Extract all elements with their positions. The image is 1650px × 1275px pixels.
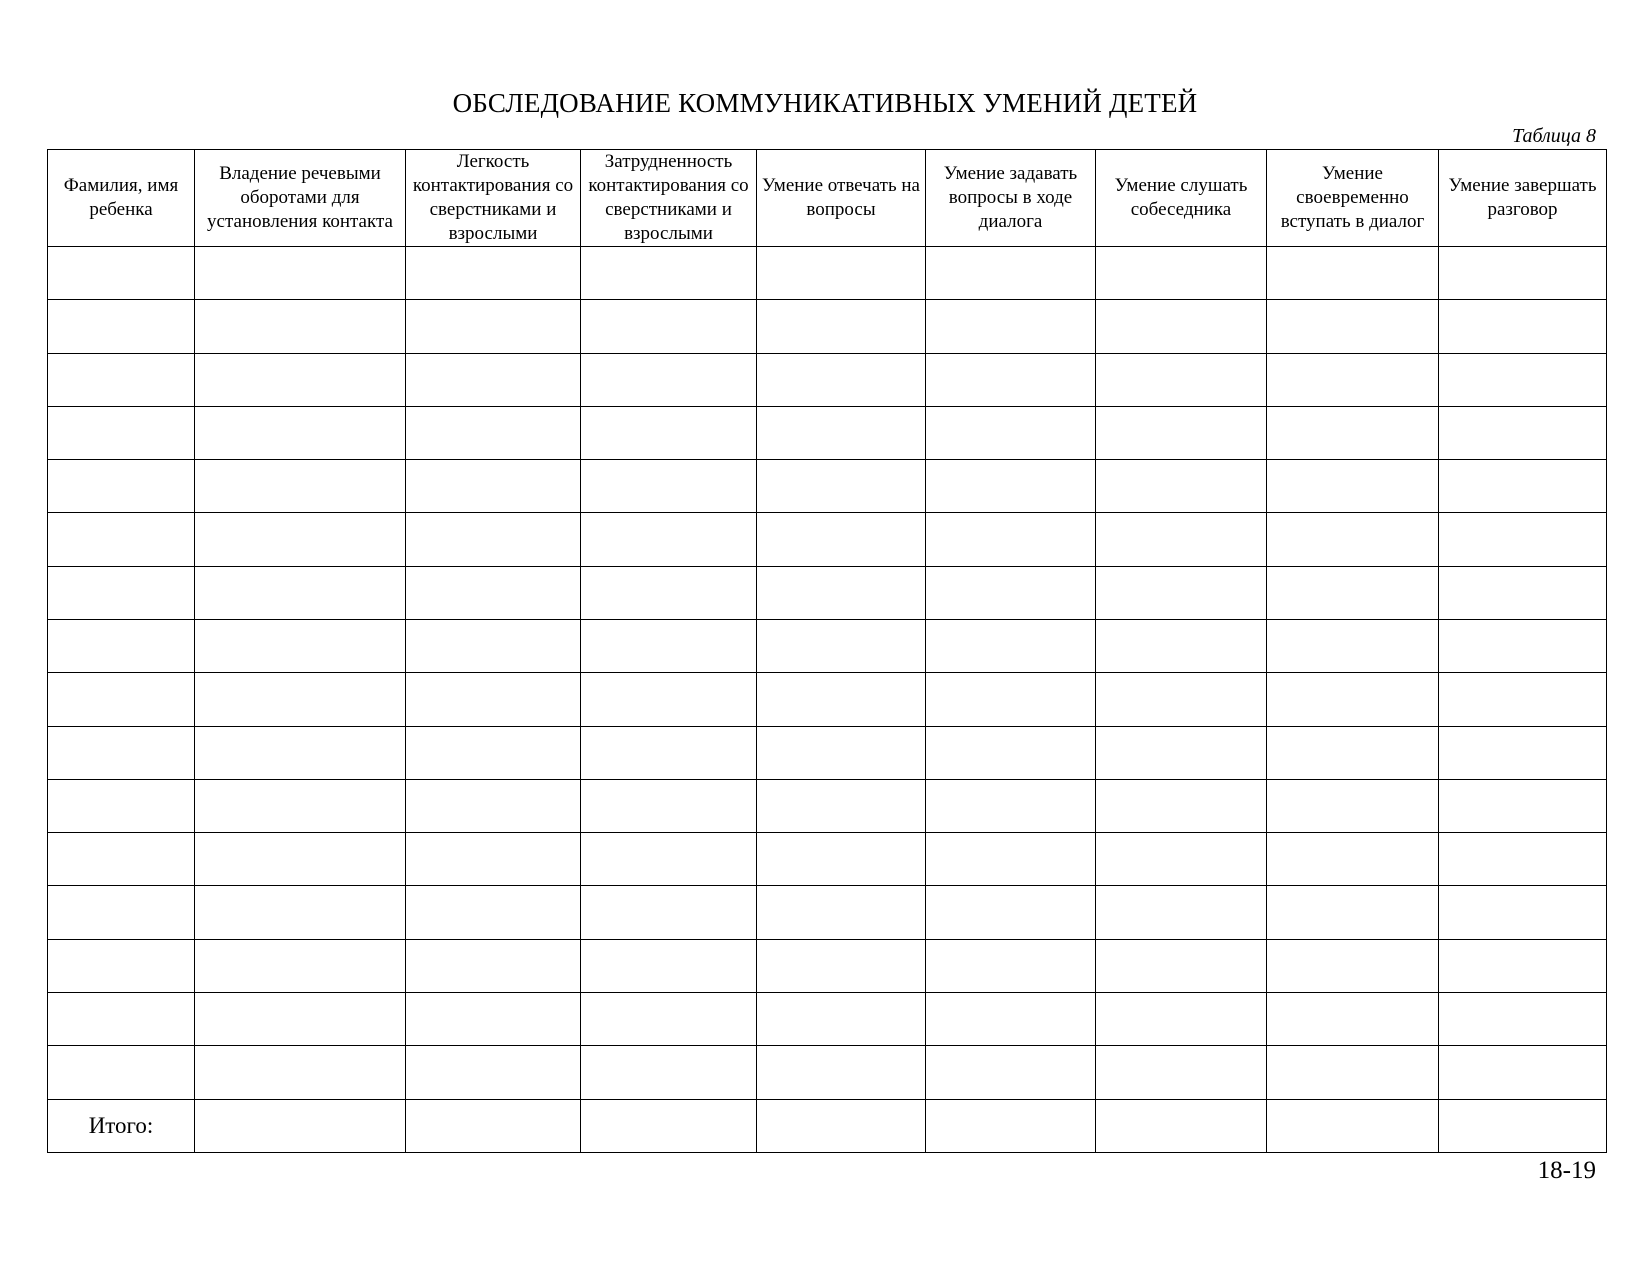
table-cell[interactable] (1439, 353, 1607, 406)
table-cell[interactable] (195, 1046, 406, 1099)
table-cell[interactable] (195, 513, 406, 566)
table-cell[interactable] (1096, 1046, 1267, 1099)
table-cell[interactable] (581, 833, 757, 886)
total-row (48, 1099, 1607, 1153)
table-cell[interactable] (1267, 886, 1439, 939)
table-cell[interactable] (195, 619, 406, 672)
table-cell[interactable] (1096, 300, 1267, 353)
column-header-contact-ease: Легкость контактирования со сверстниками и взрослыми (406, 150, 581, 247)
table-cell[interactable] (1267, 353, 1439, 406)
table-cell[interactable] (1439, 300, 1607, 353)
table-cell[interactable] (195, 992, 406, 1045)
table-cell[interactable] (926, 566, 1096, 619)
table-row (48, 619, 1607, 672)
table-cell[interactable] (1096, 460, 1267, 513)
table-cell[interactable] (48, 779, 195, 832)
table-cell[interactable] (1096, 247, 1267, 300)
column-header-ask-questions: Умение задавать вопросы в ходе диалога (926, 150, 1096, 247)
table-cell[interactable] (1267, 1046, 1439, 1099)
table-cell[interactable] (1267, 460, 1439, 513)
table-cell[interactable] (1096, 886, 1267, 939)
table-row (48, 1046, 1607, 1099)
table-cell[interactable] (48, 833, 195, 886)
table-cell[interactable] (1439, 566, 1607, 619)
column-header-enter-dialog: Умение своевременно вступать в диалог (1267, 150, 1439, 247)
table-cell[interactable] (195, 673, 406, 726)
table-row (48, 406, 1607, 459)
page-number: 18-19 (1537, 1157, 1596, 1184)
table-cell[interactable] (757, 779, 926, 832)
table-cell[interactable] (926, 353, 1096, 406)
table-cell[interactable] (1439, 406, 1607, 459)
table-cell[interactable] (406, 726, 581, 779)
total-cell[interactable] (581, 1099, 757, 1153)
table-row (48, 513, 1607, 566)
table-cell[interactable] (757, 460, 926, 513)
table-cell[interactable] (406, 460, 581, 513)
table-cell[interactable] (581, 673, 757, 726)
table-cell[interactable] (926, 833, 1096, 886)
table-cell[interactable] (1096, 566, 1267, 619)
table-cell[interactable] (406, 619, 581, 672)
table-cell[interactable] (195, 833, 406, 886)
table-cell[interactable] (581, 247, 757, 300)
table-cell[interactable] (926, 247, 1096, 300)
table-cell[interactable] (757, 513, 926, 566)
table-row (48, 300, 1607, 353)
table-cell[interactable] (757, 566, 926, 619)
table-cell[interactable] (926, 460, 1096, 513)
table-cell[interactable] (757, 1046, 926, 1099)
table-cell[interactable] (757, 353, 926, 406)
table-cell[interactable] (1439, 886, 1607, 939)
table-cell[interactable] (195, 939, 406, 992)
table-cell[interactable] (757, 726, 926, 779)
table-cell[interactable] (1267, 939, 1439, 992)
table-cell[interactable] (926, 619, 1096, 672)
table-cell[interactable] (1096, 406, 1267, 459)
table-cell[interactable] (581, 406, 757, 459)
total-label: Итого: (48, 1099, 195, 1153)
table-cell[interactable] (406, 406, 581, 459)
table-cell[interactable] (48, 406, 195, 459)
table-cell[interactable] (1267, 833, 1439, 886)
table-row (48, 566, 1607, 619)
table-cell[interactable] (48, 460, 195, 513)
table-cell[interactable] (195, 566, 406, 619)
table-cell[interactable] (195, 726, 406, 779)
table-cell[interactable] (406, 833, 581, 886)
table-cell[interactable] (406, 353, 581, 406)
table-cell[interactable] (48, 566, 195, 619)
table-cell[interactable] (48, 673, 195, 726)
table-cell[interactable] (195, 247, 406, 300)
table-cell[interactable] (581, 1046, 757, 1099)
table-cell[interactable] (1439, 673, 1607, 726)
table-cell[interactable] (757, 886, 926, 939)
column-header-end-conversation: Умение завершать разговор (1439, 150, 1607, 247)
column-header-child-name: Фамилия, имя ребенка (48, 150, 195, 247)
table-cell[interactable] (1096, 673, 1267, 726)
table-cell[interactable] (1439, 513, 1607, 566)
table-cell[interactable] (757, 619, 926, 672)
table-cell[interactable] (48, 886, 195, 939)
table-cell[interactable] (1267, 779, 1439, 832)
column-header-listen: Умение слушать собеседника (1096, 150, 1267, 247)
table-row (48, 939, 1607, 992)
column-header-contact-difficulty: Затрудненность контактирования со сверстниками и взрослыми (581, 150, 757, 247)
table-cell[interactable] (757, 300, 926, 353)
table-cell[interactable] (406, 513, 581, 566)
table-cell[interactable] (1267, 619, 1439, 672)
table-cell[interactable] (581, 726, 757, 779)
table-row (48, 353, 1607, 406)
table-cell[interactable] (1439, 619, 1607, 672)
table-cell[interactable] (1267, 300, 1439, 353)
table-cell[interactable] (1267, 406, 1439, 459)
table-cell[interactable] (1096, 939, 1267, 992)
survey-table (47, 149, 1607, 1153)
table-cell[interactable] (48, 992, 195, 1045)
table-cell[interactable] (757, 673, 926, 726)
table-cell[interactable] (406, 939, 581, 992)
table-row (48, 833, 1607, 886)
table-body (48, 247, 1607, 1153)
table-cell[interactable] (926, 992, 1096, 1045)
total-cell[interactable] (406, 1099, 581, 1153)
table-cell[interactable] (926, 300, 1096, 353)
table-row (48, 779, 1607, 832)
total-cell[interactable] (1439, 1099, 1607, 1153)
table-cell[interactable] (1096, 779, 1267, 832)
table-cell[interactable] (581, 460, 757, 513)
total-cell[interactable] (1096, 1099, 1267, 1153)
total-cell[interactable] (195, 1099, 406, 1153)
table-cell[interactable] (1267, 726, 1439, 779)
table-cell[interactable] (926, 1046, 1096, 1099)
table-cell[interactable] (406, 247, 581, 300)
table-cell[interactable] (1267, 513, 1439, 566)
table-header-row (48, 150, 1607, 247)
table-cell[interactable] (48, 619, 195, 672)
table-cell[interactable] (581, 353, 757, 406)
table-cell[interactable] (1439, 460, 1607, 513)
table-caption: Таблица 8 (1512, 125, 1596, 147)
table-cell[interactable] (1439, 247, 1607, 300)
table-row (48, 673, 1607, 726)
table-cell[interactable] (195, 300, 406, 353)
table-cell[interactable] (1096, 513, 1267, 566)
table-cell[interactable] (48, 1046, 195, 1099)
table-cell[interactable] (757, 939, 926, 992)
table-cell[interactable] (757, 833, 926, 886)
table-cell[interactable] (48, 939, 195, 992)
table-cell[interactable] (195, 406, 406, 459)
table-cell[interactable] (406, 566, 581, 619)
table-cell[interactable] (581, 939, 757, 992)
table-row (48, 992, 1607, 1045)
total-cell[interactable] (926, 1099, 1096, 1153)
table-cell[interactable] (926, 673, 1096, 726)
table-cell[interactable] (1267, 247, 1439, 300)
table-cell[interactable] (48, 726, 195, 779)
table-cell[interactable] (1267, 992, 1439, 1045)
table-row (48, 886, 1607, 939)
table-cell[interactable] (406, 1046, 581, 1099)
table-cell[interactable] (1096, 833, 1267, 886)
table-cell[interactable] (1439, 939, 1607, 992)
table-cell[interactable] (926, 886, 1096, 939)
table-cell[interactable] (757, 992, 926, 1045)
table-cell[interactable] (581, 619, 757, 672)
table-cell[interactable] (195, 460, 406, 513)
table-cell[interactable] (926, 779, 1096, 832)
total-cell[interactable] (757, 1099, 926, 1153)
table-cell[interactable] (757, 247, 926, 300)
table-cell[interactable] (926, 406, 1096, 459)
table-cell[interactable] (1267, 566, 1439, 619)
table-cell[interactable] (1096, 353, 1267, 406)
table-cell[interactable] (581, 779, 757, 832)
table-cell[interactable] (1096, 726, 1267, 779)
table-cell[interactable] (1439, 833, 1607, 886)
table-cell[interactable] (406, 992, 581, 1045)
table-cell[interactable] (1439, 992, 1607, 1045)
table-cell[interactable] (1439, 726, 1607, 779)
column-header-speech-phrases: Владение речевыми оборотами для установления контакта (195, 150, 406, 247)
table-cell[interactable] (406, 300, 581, 353)
total-cell[interactable] (1267, 1099, 1439, 1153)
table-cell[interactable] (1096, 992, 1267, 1045)
table-cell[interactable] (48, 247, 195, 300)
table-cell[interactable] (48, 513, 195, 566)
table-cell[interactable] (195, 779, 406, 832)
table-cell[interactable] (926, 513, 1096, 566)
table-cell[interactable] (757, 406, 926, 459)
table-cell[interactable] (926, 939, 1096, 992)
table-cell[interactable] (1439, 1046, 1607, 1099)
table-cell[interactable] (581, 886, 757, 939)
table-cell[interactable] (926, 726, 1096, 779)
table-cell[interactable] (581, 300, 757, 353)
table-cell[interactable] (406, 779, 581, 832)
table-cell[interactable] (1439, 779, 1607, 832)
table-cell[interactable] (195, 353, 406, 406)
table-cell[interactable] (1267, 673, 1439, 726)
table-cell[interactable] (48, 353, 195, 406)
column-header-answer-questions: Умение отвечать на вопросы (757, 150, 926, 247)
table-cell[interactable] (581, 513, 757, 566)
table-cell[interactable] (581, 992, 757, 1045)
table-cell[interactable] (48, 300, 195, 353)
table-row (48, 726, 1607, 779)
table-row (48, 460, 1607, 513)
table-cell[interactable] (581, 566, 757, 619)
page-title: ОБСЛЕДОВАНИЕ КОММУНИКАТИВНЫХ УМЕНИЙ ДЕТЕЙ (452, 88, 1198, 118)
table-cell[interactable] (195, 886, 406, 939)
table-cell[interactable] (1096, 619, 1267, 672)
table-cell[interactable] (406, 673, 581, 726)
table-row (48, 247, 1607, 300)
table-cell[interactable] (406, 886, 581, 939)
